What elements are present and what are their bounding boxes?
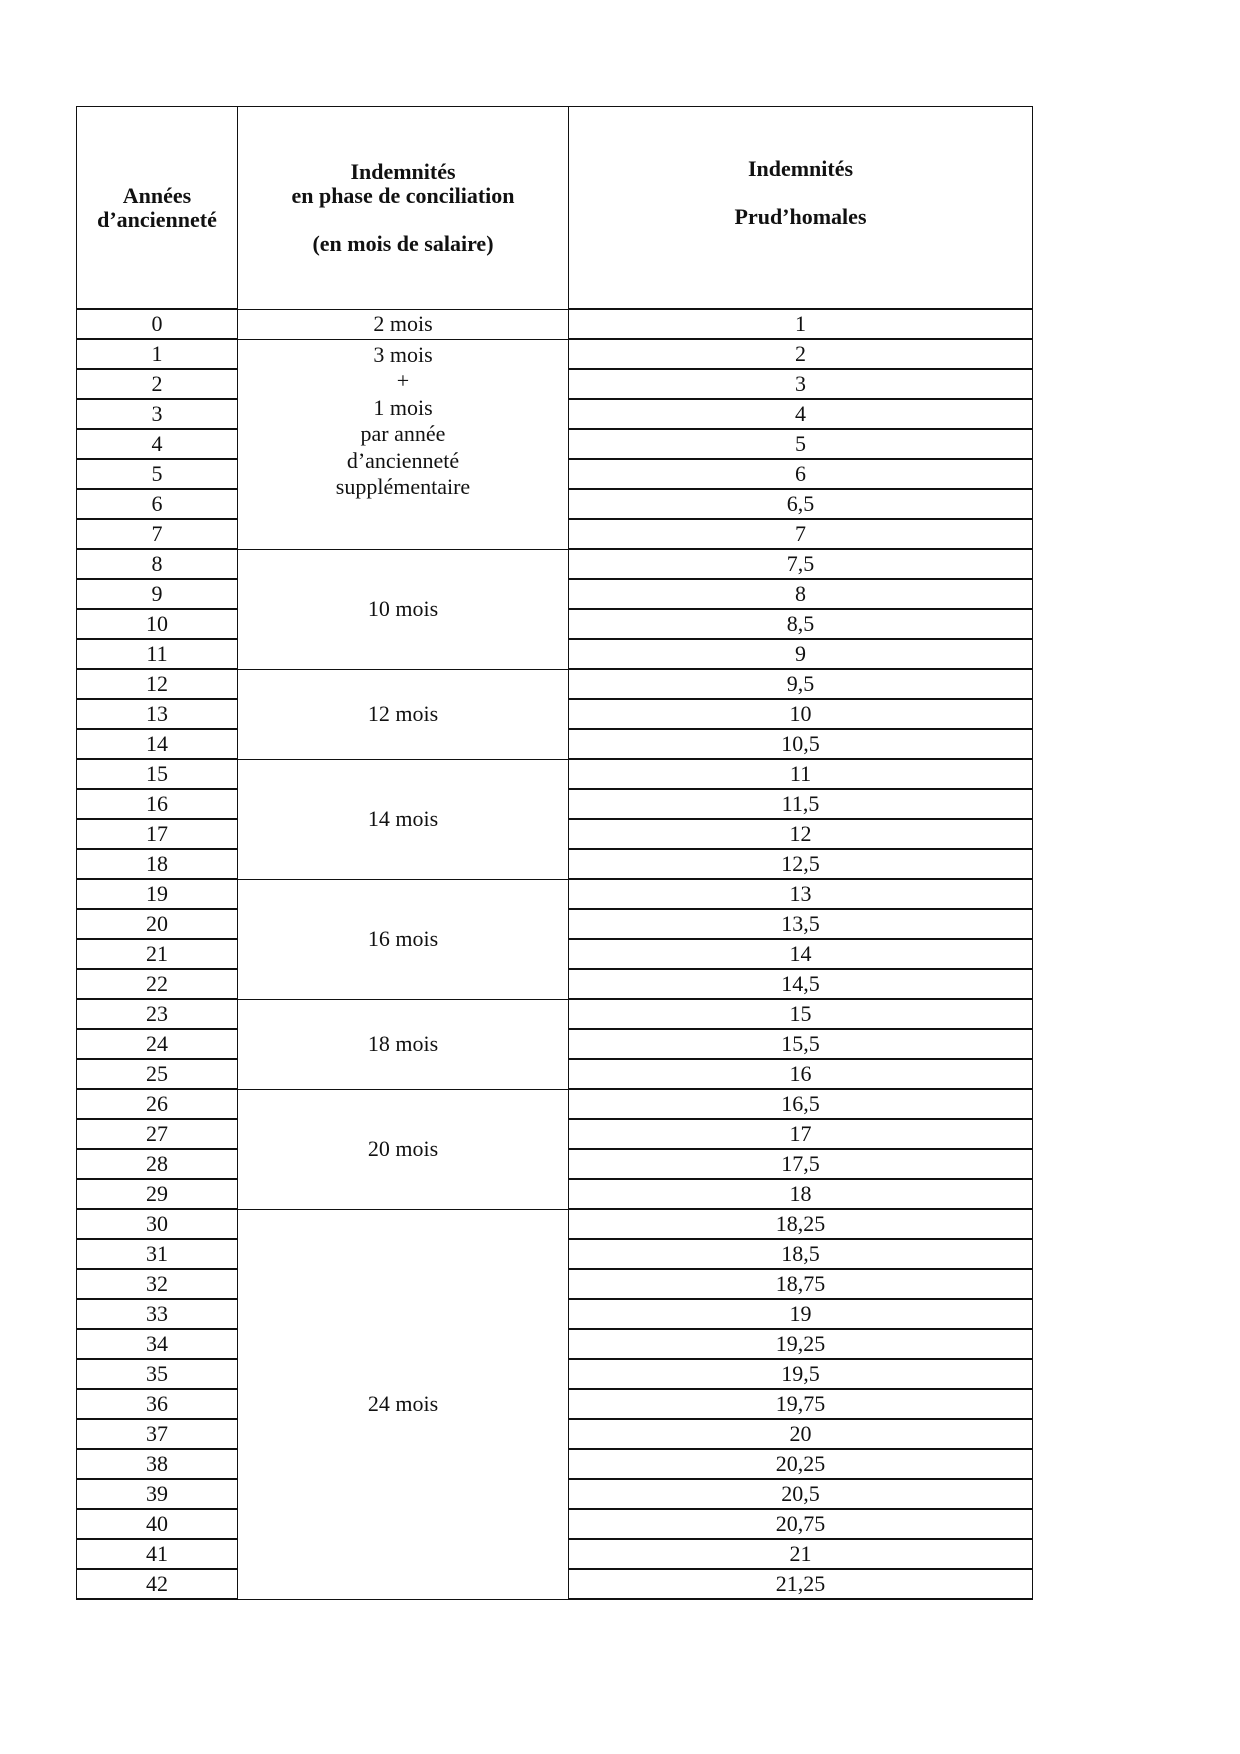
conciliation-line: d’ancienneté bbox=[346, 447, 460, 473]
prudhomales-cell: 3 bbox=[569, 369, 1033, 399]
conciliation-cell bbox=[238, 759, 569, 879]
header-line: d’ancienneté bbox=[97, 206, 217, 232]
years-cell: 3 bbox=[77, 399, 238, 429]
prudhomales-cell: 12 bbox=[569, 819, 1033, 849]
indemnity-table bbox=[76, 106, 1033, 1600]
conciliation-line: 1 mois bbox=[373, 394, 433, 420]
prudhomales-cell: 16 bbox=[569, 1059, 1033, 1089]
years-cell: 23 bbox=[77, 999, 238, 1029]
years-cell: 17 bbox=[77, 819, 238, 849]
prudhomales-cell: 18,25 bbox=[569, 1209, 1033, 1239]
prudhomales-cell: 7,5 bbox=[569, 549, 1033, 579]
years-cell: 39 bbox=[77, 1479, 238, 1509]
years-cell: 14 bbox=[77, 729, 238, 759]
conciliation-line: 2 mois bbox=[373, 311, 433, 336]
header-years bbox=[77, 107, 238, 310]
prudhomales-cell: 9 bbox=[569, 639, 1033, 669]
years-cell: 7 bbox=[77, 519, 238, 549]
years-cell: 19 bbox=[77, 879, 238, 909]
prudhomales-cell: 7 bbox=[569, 519, 1033, 549]
years-cell: 28 bbox=[77, 1149, 238, 1179]
years-cell: 33 bbox=[77, 1299, 238, 1329]
prudhomales-cell: 19,25 bbox=[569, 1329, 1033, 1359]
prudhomales-cell: 10,5 bbox=[569, 729, 1033, 759]
conciliation-cell bbox=[238, 1089, 569, 1209]
years-cell: 20 bbox=[77, 909, 238, 939]
prudhomales-cell: 8,5 bbox=[569, 609, 1033, 639]
conciliation-line: + bbox=[396, 368, 410, 393]
header-line: Indemnités bbox=[350, 158, 456, 184]
prudhomales-cell: 16,5 bbox=[569, 1089, 1033, 1119]
header-row bbox=[77, 107, 1033, 310]
prudhomales-cell: 19 bbox=[569, 1299, 1033, 1329]
header-line: Années bbox=[122, 182, 192, 208]
years-cell: 12 bbox=[77, 669, 238, 699]
prudhomales-cell: 13 bbox=[569, 879, 1033, 909]
years-cell: 18 bbox=[77, 849, 238, 879]
prudhomales-cell: 5 bbox=[569, 429, 1033, 459]
prudhomales-cell: 17,5 bbox=[569, 1149, 1033, 1179]
prudhomales-cell: 21,25 bbox=[569, 1569, 1033, 1599]
years-cell: 10 bbox=[77, 609, 238, 639]
table-row bbox=[77, 1209, 1033, 1239]
table-row bbox=[77, 759, 1033, 789]
table-row bbox=[77, 879, 1033, 909]
header-line: Indemnités bbox=[747, 156, 854, 181]
conciliation-cell bbox=[238, 999, 569, 1089]
conciliation-line: 3 mois bbox=[373, 341, 433, 367]
prudhomales-cell: 18,75 bbox=[569, 1269, 1033, 1299]
header-line: Prud’homales bbox=[734, 204, 867, 229]
prudhomales-cell: 18,5 bbox=[569, 1239, 1033, 1269]
years-cell: 32 bbox=[77, 1269, 238, 1299]
prudhomales-cell: 1 bbox=[569, 309, 1033, 339]
prudhomales-cell: 11,5 bbox=[569, 789, 1033, 819]
prudhomales-cell: 12,5 bbox=[569, 849, 1033, 879]
prudhomales-cell: 11 bbox=[569, 759, 1033, 789]
header-line: (en mois de salaire) bbox=[312, 230, 494, 256]
header-conciliation bbox=[238, 107, 569, 310]
prudhomales-cell: 20 bbox=[569, 1419, 1033, 1449]
conciliation-line: 10 mois bbox=[367, 596, 439, 621]
years-cell: 5 bbox=[77, 459, 238, 489]
conciliation-cell bbox=[238, 669, 569, 759]
years-cell: 40 bbox=[77, 1509, 238, 1539]
conciliation-line: 20 mois bbox=[367, 1136, 439, 1161]
years-cell: 37 bbox=[77, 1419, 238, 1449]
years-cell: 27 bbox=[77, 1119, 238, 1149]
table-row bbox=[77, 549, 1033, 579]
conciliation-cell bbox=[238, 1209, 569, 1599]
years-cell: 6 bbox=[77, 489, 238, 519]
conciliation-cell bbox=[238, 549, 569, 669]
years-cell: 31 bbox=[77, 1239, 238, 1269]
prudhomales-cell: 13,5 bbox=[569, 909, 1033, 939]
conciliation-line: 16 mois bbox=[367, 926, 439, 951]
header-line: en phase de conciliation bbox=[291, 182, 515, 208]
years-cell: 4 bbox=[77, 429, 238, 459]
years-cell: 30 bbox=[77, 1209, 238, 1239]
years-cell: 36 bbox=[77, 1389, 238, 1419]
prudhomales-cell: 14 bbox=[569, 939, 1033, 969]
prudhomales-cell: 15,5 bbox=[569, 1029, 1033, 1059]
prudhomales-cell: 2 bbox=[569, 339, 1033, 369]
conciliation-cell bbox=[238, 309, 569, 339]
years-cell: 16 bbox=[77, 789, 238, 819]
prudhomales-cell: 20,5 bbox=[569, 1479, 1033, 1509]
years-cell: 38 bbox=[77, 1449, 238, 1479]
conciliation-line: 18 mois bbox=[367, 1031, 439, 1056]
years-cell: 25 bbox=[77, 1059, 238, 1089]
header-prudhomales bbox=[569, 107, 1033, 310]
prudhomales-cell: 19,75 bbox=[569, 1389, 1033, 1419]
years-cell: 13 bbox=[77, 699, 238, 729]
prudhomales-cell: 14,5 bbox=[569, 969, 1033, 999]
conciliation-line: 12 mois bbox=[367, 701, 439, 726]
conciliation-line: supplémentaire bbox=[335, 474, 471, 499]
table-row bbox=[77, 339, 1033, 369]
years-cell: 29 bbox=[77, 1179, 238, 1209]
prudhomales-cell: 15 bbox=[569, 999, 1033, 1029]
prudhomales-cell: 21 bbox=[569, 1539, 1033, 1569]
years-cell: 26 bbox=[77, 1089, 238, 1119]
prudhomales-cell: 20,75 bbox=[569, 1509, 1033, 1539]
conciliation-line: 14 mois bbox=[367, 806, 439, 831]
years-cell: 11 bbox=[77, 639, 238, 669]
years-cell: 22 bbox=[77, 969, 238, 999]
table-row bbox=[77, 1089, 1033, 1119]
years-cell: 35 bbox=[77, 1359, 238, 1389]
prudhomales-cell: 20,25 bbox=[569, 1449, 1033, 1479]
prudhomales-cell: 18 bbox=[569, 1179, 1033, 1209]
table-row bbox=[77, 999, 1033, 1029]
conciliation-line: par année bbox=[360, 421, 446, 446]
prudhomales-cell: 4 bbox=[569, 399, 1033, 429]
prudhomales-cell: 8 bbox=[569, 579, 1033, 609]
years-cell: 24 bbox=[77, 1029, 238, 1059]
years-cell: 8 bbox=[77, 549, 238, 579]
table-row bbox=[77, 669, 1033, 699]
prudhomales-cell: 17 bbox=[569, 1119, 1033, 1149]
years-cell: 21 bbox=[77, 939, 238, 969]
years-cell: 1 bbox=[77, 339, 238, 369]
prudhomales-cell: 6,5 bbox=[569, 489, 1033, 519]
years-cell: 15 bbox=[77, 759, 238, 789]
years-cell: 41 bbox=[77, 1539, 238, 1569]
table-row bbox=[77, 309, 1033, 339]
years-cell: 42 bbox=[77, 1569, 238, 1599]
conciliation-line: 24 mois bbox=[367, 1391, 439, 1416]
years-cell: 34 bbox=[77, 1329, 238, 1359]
prudhomales-cell: 10 bbox=[569, 699, 1033, 729]
years-cell: 2 bbox=[77, 369, 238, 399]
years-cell: 0 bbox=[77, 309, 238, 339]
prudhomales-cell: 9,5 bbox=[569, 669, 1033, 699]
conciliation-cell bbox=[238, 879, 569, 999]
conciliation-cell bbox=[238, 339, 569, 549]
prudhomales-cell: 6 bbox=[569, 459, 1033, 489]
years-cell: 9 bbox=[77, 579, 238, 609]
prudhomales-cell: 19,5 bbox=[569, 1359, 1033, 1389]
